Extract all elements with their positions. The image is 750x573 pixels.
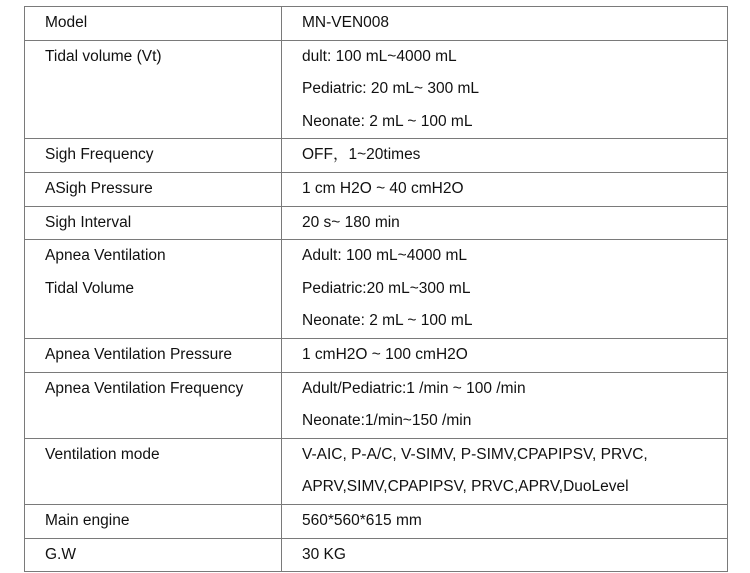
table-row (25, 40, 728, 139)
spec-value: dult: 100 mL~4000 mL (302, 47, 457, 65)
spec-value-cell (282, 438, 728, 504)
spec-label: G.W (45, 545, 76, 563)
spec-label: Apnea Ventilation Frequency (45, 379, 244, 397)
spec-value: Adult: 100 mL~4000 mL (302, 247, 468, 265)
table-row (25, 372, 728, 438)
spec-label: Tidal volume (Vt) (45, 47, 162, 65)
spec-label: Model (45, 14, 88, 31)
spec-value-cell (282, 7, 728, 41)
spec-label-cell (25, 139, 282, 173)
spec-value-cell (282, 206, 728, 240)
spec-value: Neonate:1/min~150 /min (302, 412, 472, 430)
spec-value: Pediatric:20 mL~300 mL (302, 279, 471, 297)
table-row (25, 139, 728, 173)
spec-value: Pediatric: 20 mL~ 300 mL (302, 80, 480, 98)
spec-label: Main engine (45, 511, 130, 529)
spec-label: Apnea Ventilation (45, 247, 166, 265)
spec-value-cell (282, 40, 728, 139)
spec-label: ASigh Pressure (45, 179, 153, 197)
spec-value-cell (282, 372, 728, 438)
spec-value: Neonate: 2 mL ~ 100 mL (302, 112, 473, 130)
spec-value: APRV,SIMV,CPAPIPSV, PRVC,APRV,DuoLevel (302, 478, 629, 496)
spec-value: 1 cm H2O ~ 40 cmH2O (302, 179, 464, 197)
spec-label-cell (25, 240, 282, 339)
spec-value: V-AIC, P-A/C, V-SIMV, P-SIMV,CPAPIPSV, PRVC, (302, 445, 648, 463)
table-row (25, 240, 728, 339)
table-row (25, 7, 728, 41)
spec-value-cell (282, 139, 728, 173)
spec-value: Neonate: 2 mL ~ 100 mL (302, 312, 473, 330)
spec-value: 20 s~ 180 min (302, 213, 400, 231)
spec-label-cell (25, 538, 282, 572)
spec-label-cell (25, 206, 282, 240)
spec-table (24, 6, 728, 572)
spec-value-cell (282, 240, 728, 339)
table-row (25, 338, 728, 372)
spec-label-cell (25, 40, 282, 139)
spec-label: Tidal Volume (45, 279, 135, 297)
table-row (25, 538, 728, 572)
table-row (25, 206, 728, 240)
spec-label: Apnea Ventilation Pressure (45, 345, 232, 363)
spec-label-cell (25, 172, 282, 206)
spec-value-cell (282, 538, 728, 572)
spec-value: OFF，1~20times (302, 146, 421, 164)
spec-label: Sigh Frequency (45, 146, 154, 164)
spec-label: Sigh Interval (45, 213, 132, 231)
spec-value: 30 KG (302, 545, 346, 563)
spec-label: Ventilation mode (45, 445, 160, 463)
spec-label-cell (25, 372, 282, 438)
table-row (25, 438, 728, 504)
spec-value: Adult/Pediatric:1 /min ~ 100 /min (302, 379, 526, 397)
table-row (25, 172, 728, 206)
spec-label-cell (25, 338, 282, 372)
spec-label-cell (25, 7, 282, 41)
spec-value: MN-VEN008 (302, 14, 389, 31)
spec-value-cell (282, 172, 728, 206)
spec-label-cell (25, 504, 282, 538)
spec-value-cell (282, 338, 728, 372)
spec-value-cell (282, 504, 728, 538)
table-row (25, 504, 728, 538)
spec-value: 560*560*615 mm (302, 511, 422, 529)
spec-label-cell (25, 438, 282, 504)
spec-value: 1 cmH2O ~ 100 cmH2O (302, 345, 468, 363)
